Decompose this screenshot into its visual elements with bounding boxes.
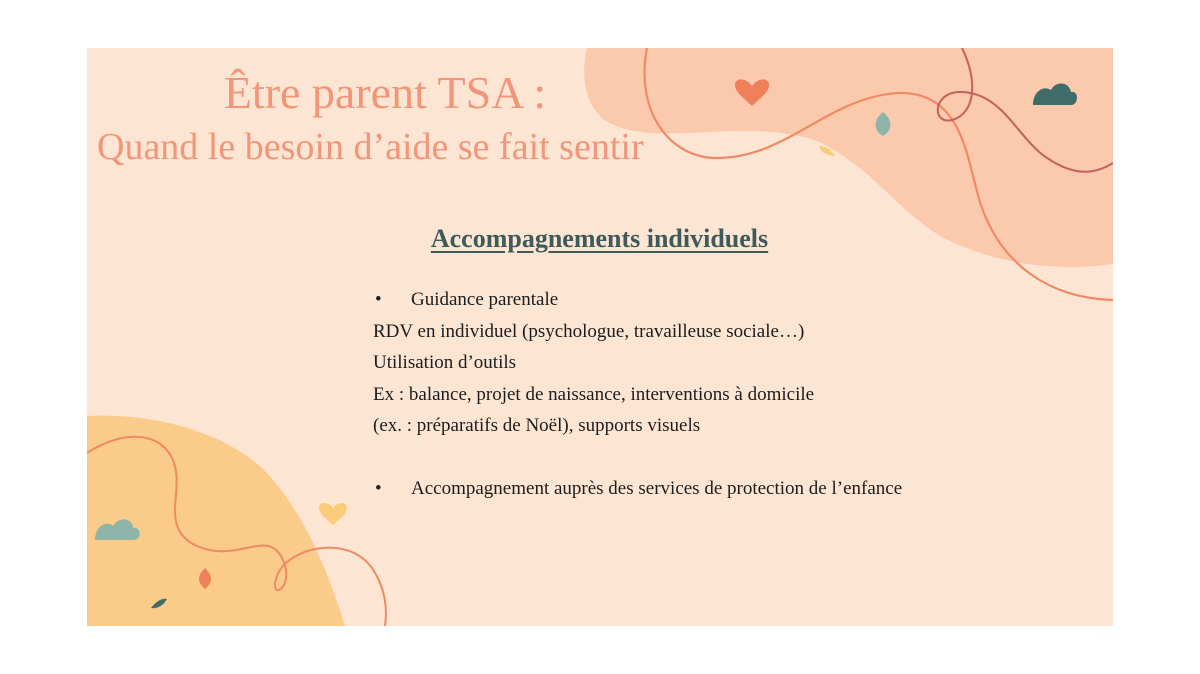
spacer xyxy=(373,442,933,473)
slide xyxy=(87,48,1113,626)
bullet-text: Accompagnement auprès des services de protection de l’enfance xyxy=(411,477,903,499)
bullet-item-guidance xyxy=(373,284,933,316)
heart-yellow-bottom xyxy=(319,503,347,525)
title-line-2: Quand le besoin d’aide se fait sentir xyxy=(97,126,644,168)
text-line: (ex. : préparatifs de Noël), supports visuels xyxy=(373,415,701,436)
text-line: Ex : balance, projet de naissance, interventions à domicile xyxy=(373,383,815,405)
text-line: RDV en individuel (psychologue, travailleuse sociale…) xyxy=(373,320,805,342)
bullet-icon: • xyxy=(375,289,382,310)
bullet-text: Guidance parentale xyxy=(411,289,559,310)
bullet-item-protection xyxy=(373,473,933,505)
bullet-icon: • xyxy=(375,477,382,499)
title-line-1: Être parent TSA : xyxy=(223,67,547,118)
text-line: Utilisation d’outils xyxy=(373,352,517,373)
section-heading: Accompagnements individuels xyxy=(430,224,769,253)
content-body xyxy=(373,284,933,504)
